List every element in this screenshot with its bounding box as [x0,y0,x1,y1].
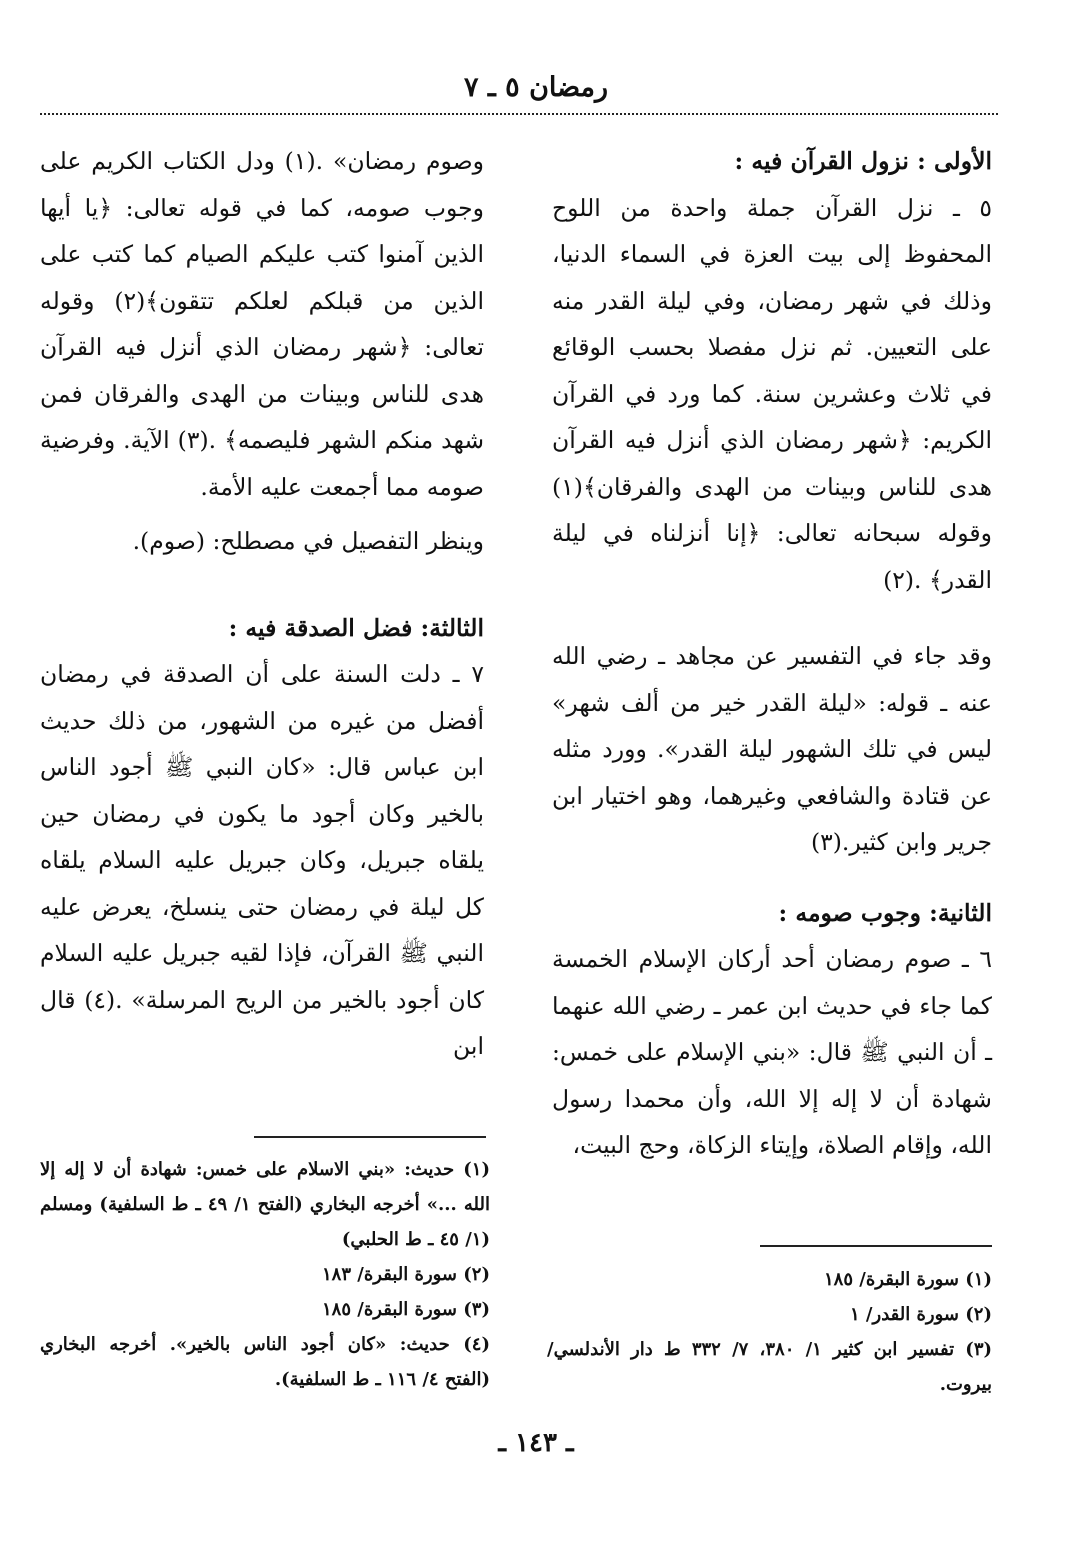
paragraph-6-continued: وصوم رمضان» .(١) ودل الكتاب الكريم على وجوب صومه، كما في قوله تعالى: ﴿يا أيها الذين آمنوا كتب عليكم الصيام كما كتب على الذين من قبلكم لعلكم تتقون﴾(٢) وقوله تعالى: ﴿شهر رمضان الذي أنزل فيه القرآن هدى للناس وبينات من الهدى والفرقان فمن شهد منكم الشهر فليصمه﴾ .(٣) الآية. وفرضية صومه مما أجمعت عليه الأمة. [40,147,485,501]
footnotes-left [40,1152,490,1397]
footnote: (٢) سورة القدر/ ١ [849,1304,992,1325]
paragraph-tafsir: وقد جاء في التفسير عن مجاهد ـ رضي الله عنه ـ قوله: «ليلة القدر خير من ألف شهر» ليس في تلك الشهور ليلة القدر». وورد مثله عن قتادة والشافعي وغيرهما، وهو اختيار ابن جرير وابن كثير.(٣) [552,642,992,856]
footnote-divider-left [254,1136,486,1138]
footnotes-right [547,1262,992,1402]
page-number-text: ـ ١٤٣ ـ [498,1428,574,1458]
page-number [0,1428,1072,1458]
page-header [0,72,1072,112]
paragraph-reference: وينظر التفصيل في مصطلح: (صوم). [132,527,484,555]
footnote-divider-right [760,1245,992,1247]
footnote: (١) حديث: «بني الاسلام على خمس: شهادة أن لا إله إلا الله ...» أخرجه البخاري (الفتح ١/ ٤٩ ـ ط السلفية) ومسلم (١/ ٤٥ ـ ط الحلبي) [40,1159,491,1250]
footnote: (٣) تفسير ابن كثير ١/ ٣٨٠، ٧/ ٣٣٢ ط دار الأندلسي/ بيروت. [547,1339,993,1395]
paragraph-5: ٥ ـ نزل القرآن جملة واحدة من اللوح المحفوظ إلى بيت العزة في السماء الدنيا، وذلك في شهر رمضان، وفي ليلة القدر منه على التعيين. ثم نزل مفصلا بحسب الوقائع في ثلاث وعشرين سنة. كما ورد في القرآن الكريم: ﴿شهر رمضان الذي أنزل فيه القرآن هدى للناس وبينات من الهدى والفرقان﴾(١) وقوله سبحانه تعالى: ﴿إنا أنزلناه في ليلة القدر﴾ .(٢) [552,193,992,594]
section-heading-first: الأولى : نزول القرآن فيه : [734,147,992,175]
section-heading-second: الثانية: وجوب صومه : [778,898,992,927]
header-divider [40,113,998,115]
paragraph-7: ٧ ـ دلت السنة على أن الصدقة في رمضان أفضل من غيره من الشهور، من ذلك حديث ابن عباس قال: «كان النبي ﷺ أجود الناس بالخير وكان أجود ما يكون في رمضان حين يلقاه جبريل، وكان جبريل عليه السلام يلقاه كل ليلة في رمضان حتى ينسلخ، يعرض عليه النبي ﷺ القرآن، فإذا لقيه جبريل عليه السلام كان أجود بالخير من الريح المرسلة» .(٤) قال ابن [40,660,485,1060]
section-heading-third: الثالثة: فضل الصدقة فيه : [228,613,484,642]
footnote: (٣) سورة البقرة/ ١٨٥ [322,1299,490,1320]
paragraph-6: ٦ ـ صوم رمضان أحد أركان الإسلام الخمسة كما جاء في حديث ابن عمر ـ رضي الله عنهما ـ أن النبي ﷺ قال: «بني الإسلام على خمس: شهادة أن لا إله إلا الله، وأن محمدا رسول الله، وإقام الصلاة، وإيتاء الزكاة، وحج البيت، [552,945,992,1159]
footnote: (١) سورة البقرة/ ١٨٥ [824,1269,992,1290]
right-column [552,138,992,1169]
left-column [40,138,484,1070]
header-title: رمضان ٥ ـ ٧ [463,72,609,103]
footnote: (٤) حديث: «كان أجود الناس بالخير». أخرجه البخاري (الفتح ٤/ ١١٦ ـ ط السلفية). [40,1334,490,1390]
footnote: (٢) سورة البقرة/ ١٨٣ [322,1264,490,1285]
